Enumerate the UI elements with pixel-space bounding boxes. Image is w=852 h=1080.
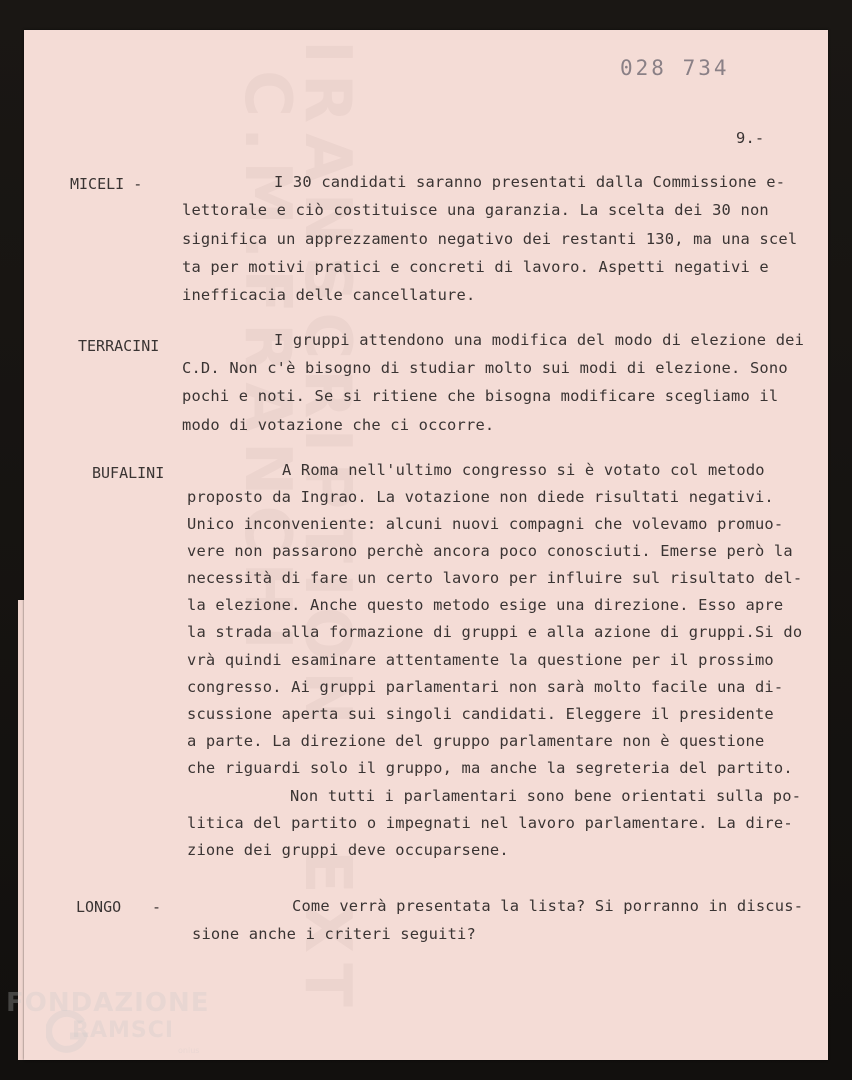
text-line: scussione aperta sui singoli candidati. Eleggere il presidente <box>187 705 774 723</box>
text-line: vere non passarono perchè ancora poco conosciuti. Emerse però la <box>187 542 793 560</box>
text-line: modo di votazione che ci occorre. <box>182 416 495 434</box>
watermark-transcription: IRANSCRIPTION <box>290 40 364 735</box>
text-line: A Roma nell'ultimo congresso si è votato col metodo <box>282 461 765 479</box>
text-line: sione anche i criteri seguiti? <box>192 925 476 943</box>
text-line: necessità di fare un certo lavoro per influire sul risultato del- <box>187 569 803 587</box>
speaker-terracini: TERRACINI <box>78 337 160 355</box>
text-line: a parte. La direzione del gruppo parlamentare non è questione <box>187 732 765 750</box>
text-line: vrà quindi esaminare attentamente la questione per il prossimo <box>187 651 774 669</box>
text-line: C.D. Non c'è bisogno di studiar molto sui modi di elezione. Sono <box>182 359 788 377</box>
text-line: litica del partito o impegnati nel lavoro parlamentare. La dire- <box>187 814 793 832</box>
fondazione-gramsci-logo <box>6 988 216 1058</box>
text-line: la strada alla formazione di gruppi e alla azione di gruppi.Si do <box>187 623 803 641</box>
text-line: ta per motivi pratici e concreti di lavoro. Aspetti negativi e <box>182 258 769 276</box>
text-line: Come verrà presentata la lista? Si porranno in discus- <box>292 897 804 915</box>
watermark-ext: EXT <box>290 850 364 1017</box>
text-line: congresso. Ai gruppi parlamentari non sarà molto facile una di- <box>187 678 784 696</box>
text-line: Unico inconveniente: alcuni nuovi compagni che volevamo promuo- <box>187 515 784 533</box>
text-line: lettorale e ciò costituisce una garanzia. La scelta dei 30 non <box>182 201 769 219</box>
text-line: pochi e noti. Se si ritiene che bisogna modificare scegliamo il <box>182 387 779 405</box>
logo-text-fondazione: FONDAZIONE <box>6 988 210 1018</box>
archive-number: 028 734 <box>620 56 730 80</box>
text-line: che riguardi solo il gruppo, ma anche la segreteria del partito. <box>187 759 793 777</box>
page-number: 9.- <box>736 129 765 147</box>
speaker-longo: LONGO <box>76 898 122 916</box>
logo-text-onlus: onlus <box>178 1046 200 1055</box>
speaker-miceli: MICELI - <box>70 175 143 193</box>
logo-text-gramsci: RAMSCI <box>72 1018 175 1043</box>
text-line: zione dei gruppi deve occuparsene. <box>187 841 509 859</box>
speaker-dash: - <box>152 898 162 916</box>
text-line: la elezione. Anche questo metodo esige una direzione. Esso apre <box>187 596 784 614</box>
text-line: I 30 candidati saranno presentati dalla Commissione e- <box>274 173 786 191</box>
text-line: Non tutti i parlamentari sono bene orientati sulla po- <box>290 787 802 805</box>
text-line: I gruppi attendono una modifica del modo di elezione dei <box>274 331 805 349</box>
watermark-franchi: C.M.FRANCHI <box>230 70 304 660</box>
speaker-bufalini: BUFALINI <box>92 464 165 482</box>
typewritten-page <box>24 30 828 1060</box>
text-line: inefficacia delle cancellature. <box>182 286 476 304</box>
text-line: significa un apprezzamento negativo dei restanti 130, ma una scel <box>182 230 798 248</box>
text-line: proposto da Ingrao. La votazione non diede risultati negativi. <box>187 488 774 506</box>
